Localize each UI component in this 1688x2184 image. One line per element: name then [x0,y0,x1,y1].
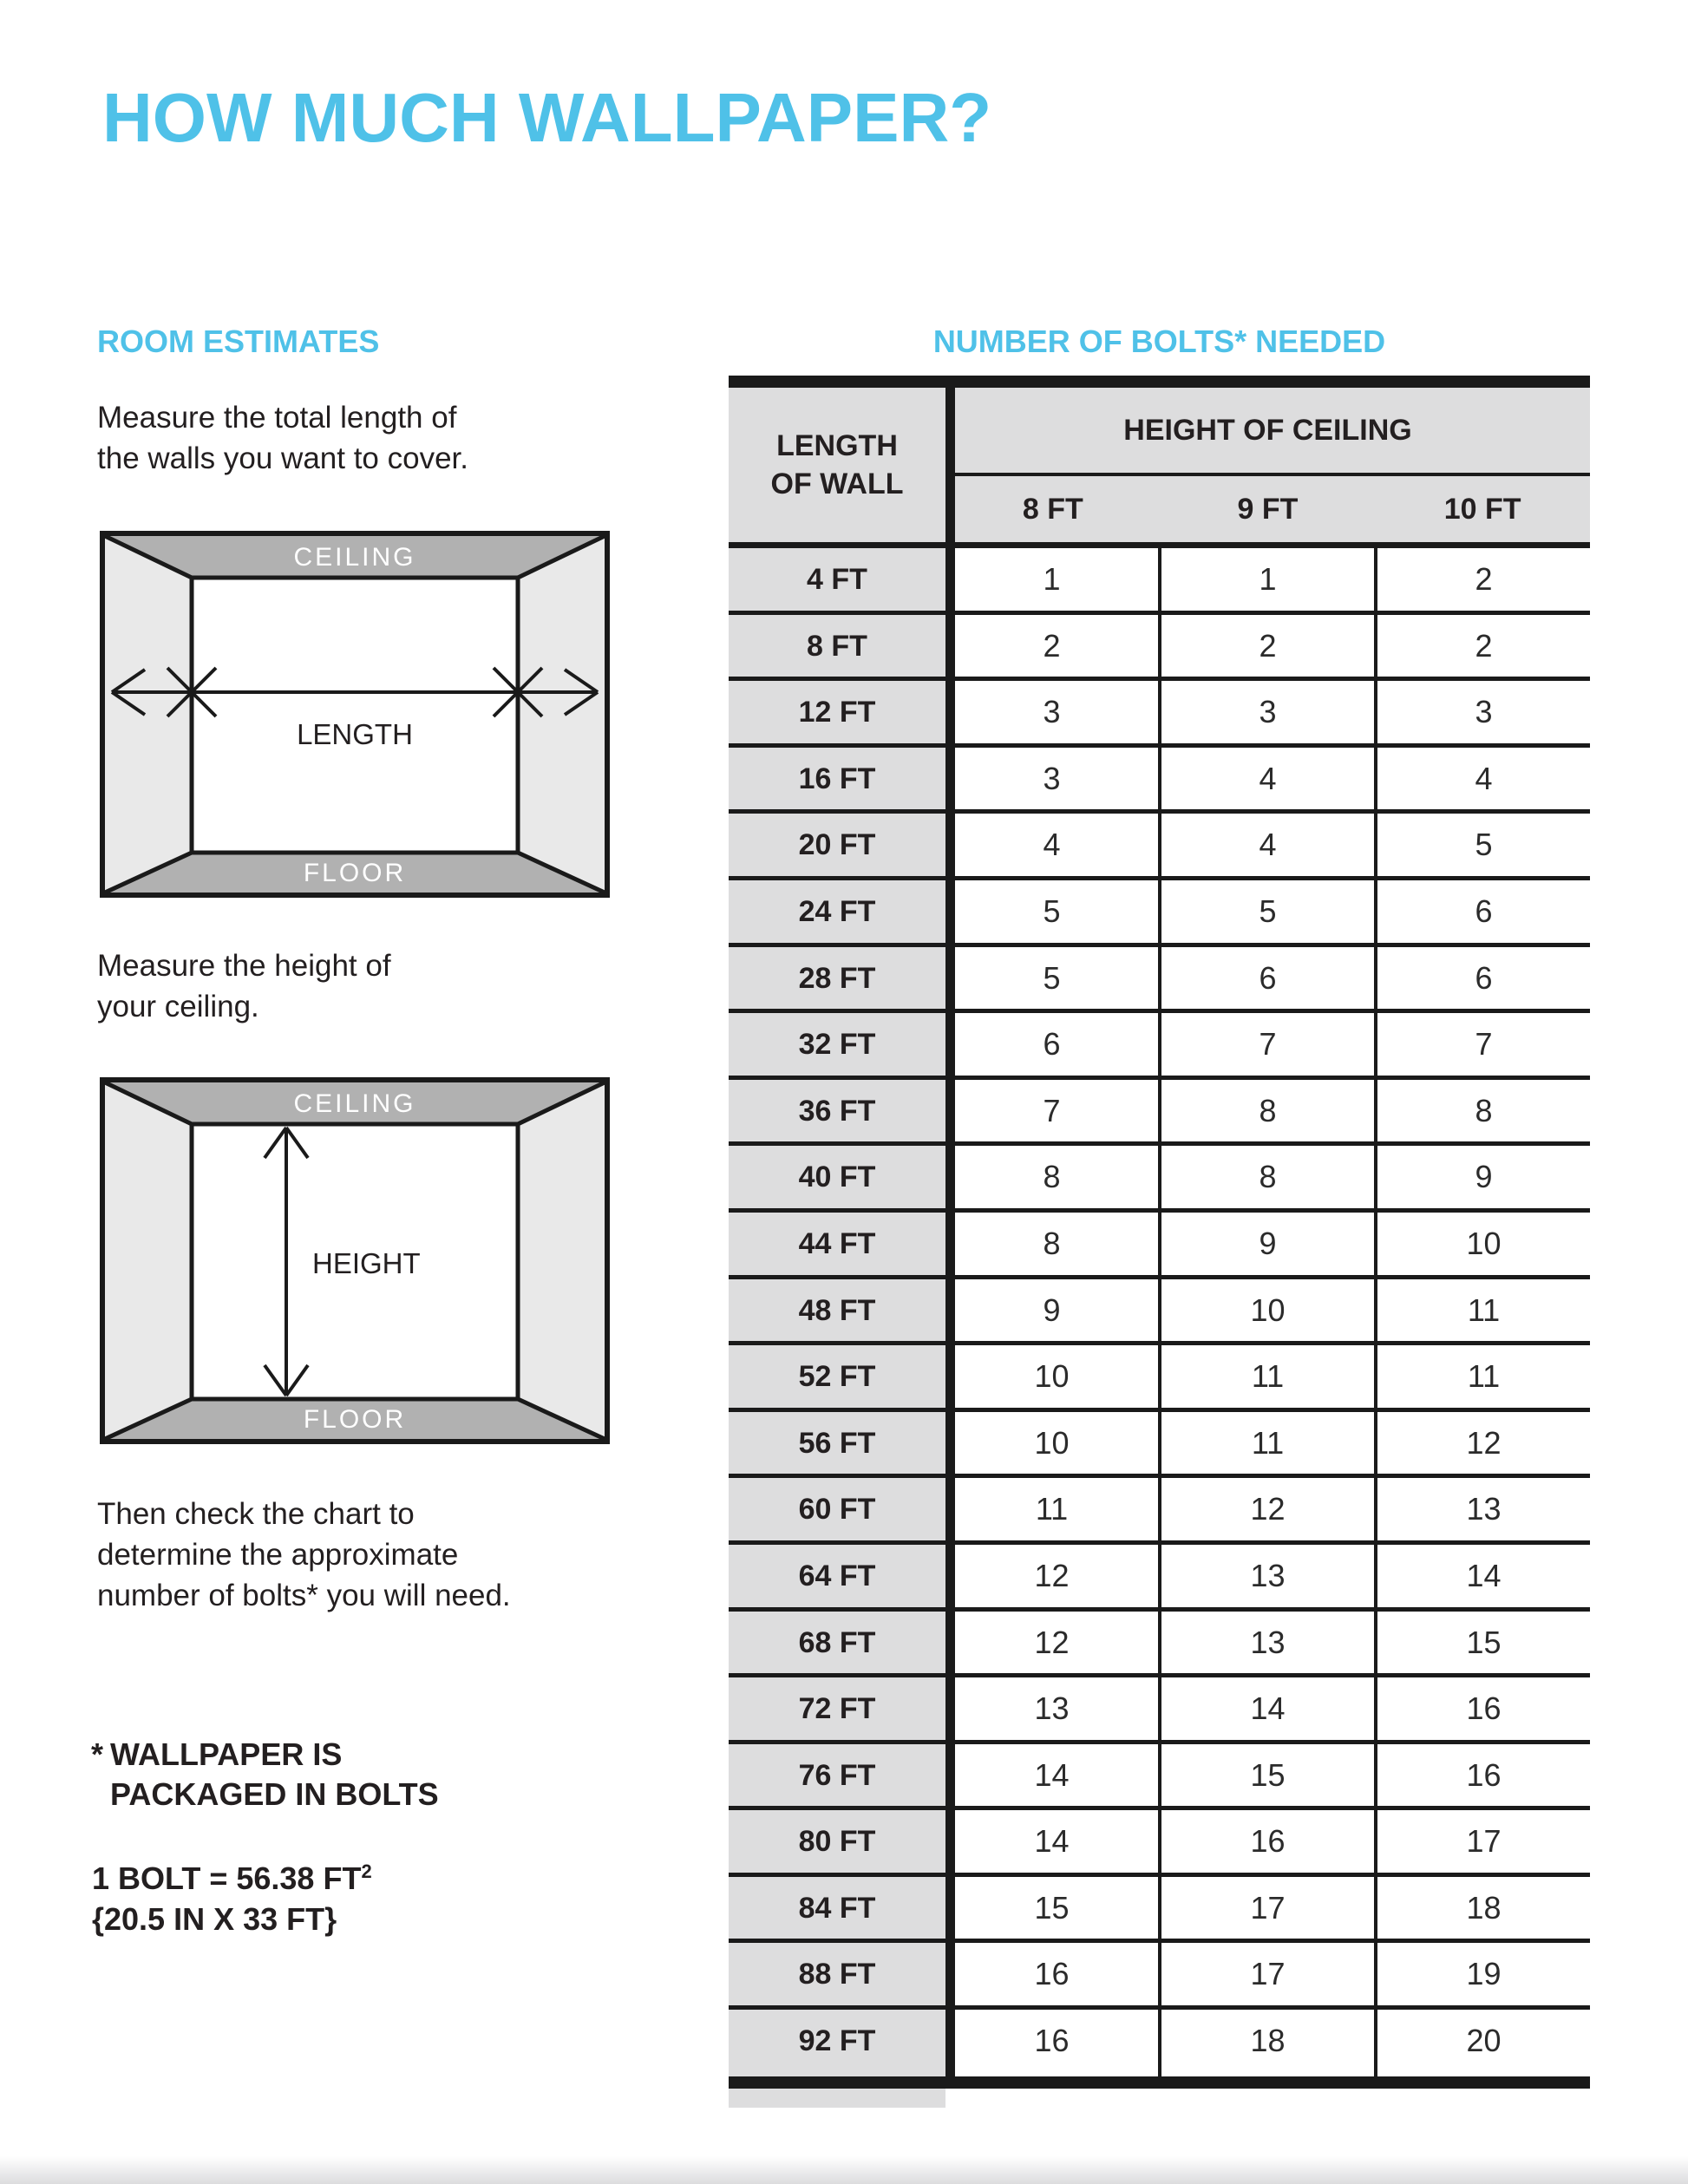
measure-height-line2: your ceiling. [97,990,259,1023]
room-diagram-length [100,531,610,898]
table-row [729,681,1590,748]
table-row [729,1677,1590,1744]
table-row [729,1013,1590,1080]
row-value: 16 [1374,1677,1590,1740]
row-value: 13 [1158,1545,1374,1607]
length-of-wall-line1: LENGTH [776,429,898,462]
row-value: 5 [945,947,1158,1010]
row-value: 10 [1158,1279,1374,1342]
table-row [729,1612,1590,1678]
row-value: 19 [1374,1943,1590,2005]
row-value: 9 [945,1279,1158,1342]
check-chart-paragraph [97,1494,511,1616]
check-chart-line1: Then check the chart to [97,1497,415,1531]
row-value: 2 [1374,615,1590,677]
table-row [729,1877,1590,1944]
length-of-wall-line2: OF WALL [770,468,904,500]
label-column-stub [729,2089,945,2108]
bolts-table [729,376,1590,2124]
row-value: 2 [1158,615,1374,677]
row-label: 64 FT [729,1545,945,1607]
row-label: 8 FT [729,615,945,677]
check-chart-line2: determine the approximate [97,1538,459,1572]
row-value: 15 [1374,1612,1590,1674]
row-value: 6 [1158,947,1374,1010]
row-value: 6 [1374,880,1590,943]
row-value: 13 [1158,1612,1374,1674]
row-label: 16 FT [729,748,945,810]
row-value: 13 [1374,1478,1590,1540]
bolts-needed-heading: NUMBER OF BOLTS* NEEDED [932,324,1386,359]
row-label: 68 FT [729,1612,945,1674]
row-value: 8 [945,1213,1158,1275]
table-row [729,1279,1590,1346]
row-value: 8 [1158,1146,1374,1208]
ceiling-height-columns [945,476,1590,542]
row-label: 44 FT [729,1213,945,1275]
row-value: 14 [945,1744,1158,1807]
header-bottom-border [729,542,1590,548]
row-value: 5 [1374,814,1590,876]
row-value: 2 [945,615,1158,677]
page-title: HOW MUCH WALLPAPER? [102,79,992,156]
row-label: 88 FT [729,1943,945,2005]
back-wall [192,578,518,853]
table-row [729,615,1590,682]
row-value: 16 [945,1943,1158,2005]
row-label: 48 FT [729,1279,945,1342]
table-row [729,1545,1590,1612]
floor-label: FLOOR [303,859,407,887]
measure-length-line1: Measure the total length of [97,401,457,435]
table-row [729,1213,1590,1279]
ceiling-label: CEILING [293,543,416,572]
row-value: 8 [1158,1080,1374,1142]
row-label: 28 FT [729,947,945,1010]
table-row [729,2010,1590,2076]
table-row [729,1810,1590,1877]
row-value: 17 [1158,1877,1374,1939]
measure-length-line2: the walls you want to cover. [97,441,468,475]
row-value: 14 [1158,1677,1374,1740]
row-label: 36 FT [729,1080,945,1142]
footnote-line2: PACKAGED IN BOLTS [110,1776,439,1812]
row-value: 6 [1374,947,1590,1010]
row-label: 80 FT [729,1810,945,1873]
row-label: 32 FT [729,1013,945,1076]
measure-length-paragraph [97,397,468,479]
row-value: 3 [1158,681,1374,743]
row-value: 16 [945,2010,1158,2076]
row-value: 17 [1158,1943,1374,2005]
row-value: 4 [945,814,1158,876]
row-value: 11 [1374,1279,1590,1342]
row-value: 17 [1374,1810,1590,1873]
bolt-size-info [92,1858,372,1939]
table-rows [729,548,1590,2076]
ceiling-label: CEILING [293,1089,416,1118]
table-row [729,548,1590,615]
check-chart-line3: number of bolts* you will need. [97,1579,511,1612]
row-value: 12 [1158,1478,1374,1540]
row-label: 56 FT [729,1412,945,1475]
room-estimates-heading: ROOM ESTIMATES [97,324,380,359]
row-value: 4 [1158,748,1374,810]
row-value: 7 [1158,1013,1374,1076]
row-value: 5 [945,880,1158,943]
row-label: 76 FT [729,1744,945,1807]
label-column-divider [945,376,955,2088]
room-diagram-height [100,1077,610,1444]
row-value: 10 [945,1412,1158,1475]
row-value: 11 [1158,1412,1374,1475]
height-of-ceiling-header: HEIGHT OF CEILING [1123,413,1412,447]
row-label: 4 FT [729,548,945,611]
col-header-9ft: 9 FT [1237,493,1299,526]
row-value: 20 [1374,2010,1590,2076]
row-label: 72 FT [729,1677,945,1740]
row-value: 7 [1374,1013,1590,1076]
row-value: 9 [1374,1146,1590,1208]
col-header-8ft: 8 FT [1022,493,1083,526]
row-label: 24 FT [729,880,945,943]
col-header-10ft: 10 FT [1443,493,1521,526]
table-bottom-border [729,2076,1590,2089]
table-top-border [729,376,1590,388]
footnote-asterisk: * [91,1736,104,1772]
page-bottom-shadow [0,2156,1688,2184]
row-label: 40 FT [729,1146,945,1208]
row-value: 3 [945,748,1158,810]
wallpaper-footnote [91,1735,439,1815]
row-value: 1 [1158,548,1374,611]
length-of-wall-header [729,388,945,542]
row-value: 11 [1158,1345,1374,1408]
row-label: 12 FT [729,681,945,743]
table-row [729,1744,1590,1811]
row-value: 2 [1374,548,1590,611]
height-label: HEIGHT [312,1247,421,1279]
measure-height-line1: Measure the height of [97,949,391,983]
table-row [729,1478,1590,1545]
row-label: 84 FT [729,1877,945,1939]
footnote-line1: WALLPAPER IS [110,1736,343,1772]
length-label: LENGTH [297,718,413,750]
left-wall-surface [105,1082,192,1439]
row-value: 13 [945,1677,1158,1740]
row-value: 11 [1374,1345,1590,1408]
row-value: 8 [945,1146,1158,1208]
row-value: 9 [1158,1213,1374,1275]
row-value: 10 [945,1345,1158,1408]
table-row [729,1146,1590,1213]
row-value: 3 [1374,681,1590,743]
bolt-equation: 1 BOLT = 56.38 $FT^2$ [92,1860,372,1896]
row-value: 16 [1158,1810,1374,1873]
table-row [729,1345,1590,1412]
row-value: 3 [945,681,1158,743]
row-value: 6 [945,1013,1158,1076]
row-value: 4 [1158,814,1374,876]
right-wall-surface [518,536,605,893]
row-value: 5 [1158,880,1374,943]
right-wall-surface [518,1082,605,1439]
left-wall-surface [105,536,192,893]
table-row [729,1412,1590,1479]
row-value: 10 [1374,1213,1590,1275]
table-row [729,1080,1590,1147]
row-value: 16 [1374,1744,1590,1807]
row-value: 1 [945,548,1158,611]
row-value: 15 [1158,1744,1374,1807]
row-value: 4 [1374,748,1590,810]
row-value: 18 [1158,2010,1374,2076]
row-label: 60 FT [729,1478,945,1540]
row-value: 14 [945,1810,1158,1873]
bolt-equation-sup: 2 [361,1860,372,1882]
row-label: 52 FT [729,1345,945,1408]
row-value: 11 [945,1478,1158,1540]
table-row [729,1943,1590,2010]
bolt-dimensions: {20.5 IN X 33 FT} [92,1901,337,1937]
measure-height-paragraph [97,945,391,1027]
table-row [729,880,1590,947]
row-value: 7 [945,1080,1158,1142]
row-value: 8 [1374,1080,1590,1142]
table-row [729,947,1590,1014]
table-row [729,814,1590,880]
row-value: 12 [945,1545,1158,1607]
table-row [729,748,1590,814]
floor-label: FLOOR [303,1405,407,1434]
row-value: 18 [1374,1877,1590,1939]
row-value: 14 [1374,1545,1590,1607]
row-value: 12 [1374,1412,1590,1475]
row-label: 92 FT [729,2010,945,2076]
row-value: 12 [945,1612,1158,1674]
row-label: 20 FT [729,814,945,876]
row-value: 15 [945,1877,1158,1939]
